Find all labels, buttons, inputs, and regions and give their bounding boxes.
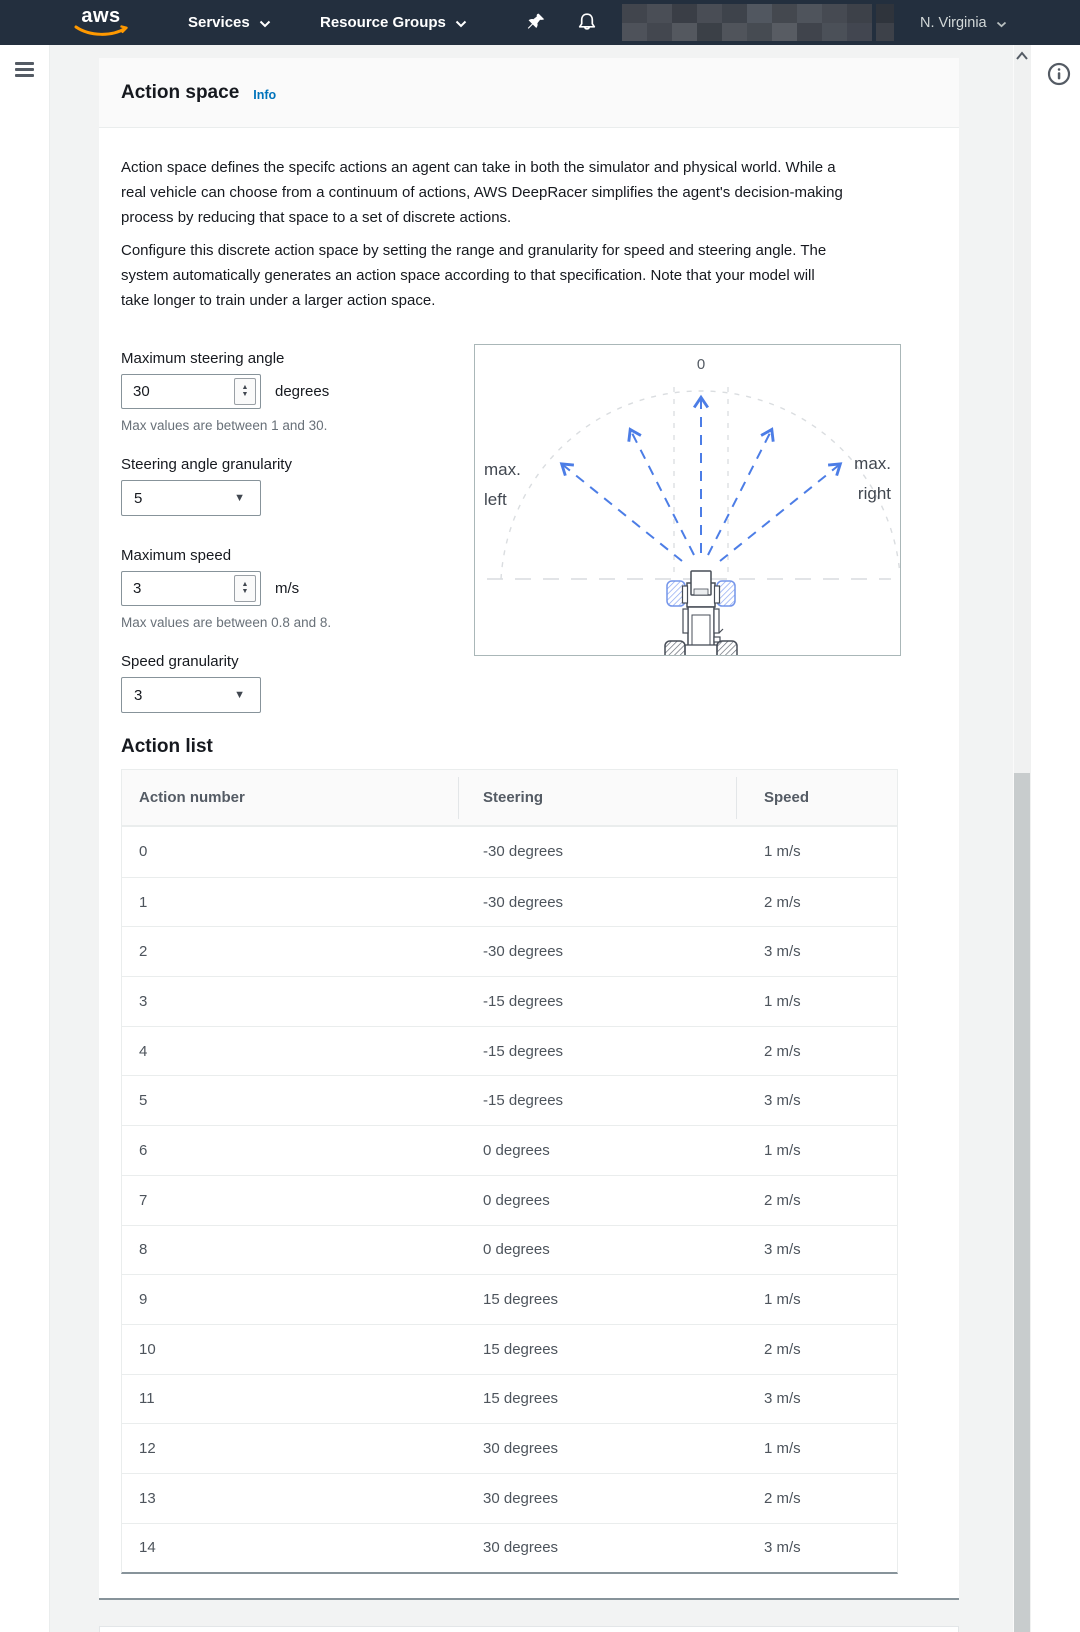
table-row bbox=[122, 877, 897, 927]
table-cell-n: 7 bbox=[139, 1191, 148, 1209]
table-row bbox=[122, 1026, 897, 1076]
table-cell-steering: 0 degrees bbox=[483, 1241, 550, 1259]
speed-granularity-value: 3 bbox=[134, 686, 143, 704]
container-header bbox=[99, 58, 959, 128]
chevron-down-icon bbox=[455, 20, 467, 28]
action-space-container bbox=[99, 58, 959, 1600]
speed-granularity-label: Speed granularity bbox=[121, 653, 239, 670]
column-header-speed: Speed bbox=[736, 770, 895, 825]
select-caret-icon: ▼ bbox=[234, 689, 245, 701]
aws-smile-swoosh-icon bbox=[73, 24, 129, 38]
censored-account-name-edge bbox=[876, 4, 894, 41]
table-cell-n: 12 bbox=[139, 1440, 156, 1458]
table-cell-speed: 3 m/s bbox=[764, 943, 801, 961]
chevron-down-icon bbox=[996, 21, 1007, 28]
diagram-max-right-label-2: right bbox=[857, 484, 891, 503]
action-table-body bbox=[122, 827, 897, 1572]
table-row bbox=[122, 827, 897, 877]
table-cell-n: 4 bbox=[139, 1042, 148, 1060]
speed-granularity-field bbox=[121, 653, 474, 713]
table-cell-n: 3 bbox=[139, 992, 148, 1010]
car-illustration bbox=[665, 571, 737, 655]
table-cell-speed: 1 m/s bbox=[764, 1440, 801, 1458]
table-cell-steering: 30 degrees bbox=[483, 1440, 559, 1458]
table-cell-n: 0 bbox=[139, 843, 148, 861]
table-cell-n: 9 bbox=[139, 1291, 148, 1309]
vertical-scrollbar-thumb[interactable] bbox=[1014, 773, 1030, 1632]
action-list-title: Action list bbox=[121, 736, 213, 757]
info-link[interactable]: Info bbox=[253, 88, 277, 102]
table-cell-speed: 2 m/s bbox=[764, 1042, 801, 1060]
speed-granularity-select[interactable] bbox=[121, 677, 261, 713]
table-cell-n: 6 bbox=[139, 1141, 148, 1159]
table-cell-steering: -15 degrees bbox=[483, 1092, 564, 1110]
page-title: Action space bbox=[121, 81, 240, 103]
table-row bbox=[122, 1523, 897, 1573]
table-cell-n: 10 bbox=[139, 1340, 156, 1358]
table-cell-steering: 15 degrees bbox=[483, 1390, 559, 1408]
aws-logo[interactable] bbox=[73, 7, 129, 39]
info-circle-icon[interactable] bbox=[1046, 61, 1072, 87]
table-row bbox=[122, 1075, 897, 1125]
table-cell-steering: 15 degrees bbox=[483, 1340, 559, 1358]
table-cell-n: 13 bbox=[139, 1489, 156, 1507]
action-list-table bbox=[121, 769, 898, 1574]
select-caret-icon: ▼ bbox=[234, 492, 245, 504]
table-cell-n: 14 bbox=[139, 1539, 156, 1557]
table-cell-steering: 30 degrees bbox=[483, 1489, 559, 1507]
steering-granularity-label: Steering angle granularity bbox=[121, 456, 292, 473]
table-cell-steering: 15 degrees bbox=[483, 1291, 559, 1309]
table-cell-speed: 1 m/s bbox=[764, 1291, 801, 1309]
table-cell-speed: 1 m/s bbox=[764, 843, 801, 861]
table-cell-n: 2 bbox=[139, 943, 148, 961]
nav-resource-groups-label: Resource Groups bbox=[320, 14, 446, 31]
next-container-peek bbox=[99, 1626, 959, 1632]
max-steering-unit: degrees bbox=[275, 383, 330, 400]
table-row bbox=[122, 976, 897, 1026]
top-navigation-bar bbox=[0, 0, 1080, 45]
steering-angle-diagram bbox=[474, 344, 901, 656]
number-stepper[interactable]: ▲ ▼ bbox=[234, 378, 256, 405]
table-cell-speed: 3 m/s bbox=[764, 1539, 801, 1557]
max-speed-field bbox=[121, 547, 474, 631]
region-selector[interactable] bbox=[920, 0, 1007, 45]
column-header-action-number: Action number bbox=[139, 789, 245, 806]
table-row bbox=[122, 1175, 897, 1225]
max-speed-hint: Max values are between 0.8 and 8. bbox=[121, 615, 332, 630]
configuration-row bbox=[121, 350, 899, 713]
table-cell-steering: -15 degrees bbox=[483, 992, 564, 1010]
table-row bbox=[122, 1324, 897, 1374]
pushpin-icon[interactable] bbox=[525, 0, 547, 45]
steering-granularity-select[interactable] bbox=[121, 480, 261, 516]
table-cell-speed: 1 m/s bbox=[764, 992, 801, 1010]
diagram-max-left-label-2: left bbox=[484, 490, 507, 509]
table-cell-steering: -30 degrees bbox=[483, 893, 564, 911]
table-cell-steering: -30 degrees bbox=[483, 843, 564, 861]
max-speed-unit: m/s bbox=[275, 580, 300, 597]
steering-granularity-value: 5 bbox=[134, 489, 143, 507]
table-row bbox=[122, 1225, 897, 1275]
diagram-zero-label: 0 bbox=[696, 356, 706, 373]
max-speed-label: Maximum speed bbox=[121, 547, 232, 564]
max-steering-label: Maximum steering angle bbox=[121, 350, 285, 367]
help-panel-rail bbox=[1031, 45, 1080, 1632]
censored-account-name[interactable] bbox=[622, 4, 872, 41]
chevron-down-icon bbox=[259, 20, 271, 28]
hamburger-menu-icon[interactable] bbox=[15, 62, 35, 80]
table-cell-steering: -30 degrees bbox=[483, 943, 564, 961]
table-cell-steering: -15 degrees bbox=[483, 1042, 564, 1060]
steering-granularity-field bbox=[121, 456, 474, 516]
table-cell-steering: 0 degrees bbox=[483, 1191, 550, 1209]
diagram-max-left-label-1: max. bbox=[484, 460, 521, 479]
column-header-steering: Steering bbox=[458, 770, 736, 825]
table-cell-speed: 2 m/s bbox=[764, 1489, 801, 1507]
table-cell-speed: 3 m/s bbox=[764, 1390, 801, 1408]
table-row bbox=[122, 1274, 897, 1324]
diagram-max-right-label-1: max. bbox=[854, 454, 891, 473]
nav-menu-resource-groups[interactable] bbox=[320, 0, 467, 45]
table-cell-n: 1 bbox=[139, 893, 148, 911]
table-row bbox=[122, 1125, 897, 1175]
table-cell-steering: 0 degrees bbox=[483, 1141, 550, 1159]
region-label: N. Virginia bbox=[920, 14, 987, 31]
table-cell-speed: 2 m/s bbox=[764, 1340, 801, 1358]
form-column bbox=[121, 350, 474, 713]
aws-logo-text: aws bbox=[81, 5, 121, 27]
max-steering-field bbox=[121, 350, 474, 434]
table-row bbox=[122, 1374, 897, 1424]
description-paragraph-1: Action space defines the specifc actions an agent can take in both the simulator and physical world. While a real vehicle can choose from a continuum of actions, AWS DeepRacer simplifies the agent's decision-making process by reducing that space to a set of discrete actions. bbox=[121, 159, 843, 226]
table-cell-steering: 30 degrees bbox=[483, 1539, 559, 1557]
table-cell-n: 5 bbox=[139, 1092, 148, 1110]
table-cell-speed: 1 m/s bbox=[764, 1141, 801, 1159]
table-row bbox=[122, 926, 897, 976]
table-row bbox=[122, 1423, 897, 1473]
table-cell-speed: 3 m/s bbox=[764, 1092, 801, 1110]
collapsed-side-navigation bbox=[0, 45, 50, 1632]
max-steering-hint: Max values are between 1 and 30. bbox=[121, 418, 328, 433]
table-header-row bbox=[122, 770, 897, 827]
scrollbar-up-arrow[interactable] bbox=[1015, 50, 1029, 62]
notification-bell-icon[interactable] bbox=[575, 0, 599, 45]
description-paragraph-2: Configure this discrete action space by setting the range and granularity for speed and steering angle. The system automatically generates an action space according to that specification. Note that your model will take longer to train under a larger action space. bbox=[121, 242, 827, 309]
container-body bbox=[99, 128, 959, 1598]
table-row bbox=[122, 1473, 897, 1523]
number-stepper[interactable]: ▲ ▼ bbox=[234, 575, 256, 602]
nav-services-label: Services bbox=[188, 14, 250, 31]
table-cell-speed: 2 m/s bbox=[764, 893, 801, 911]
steering-arrows bbox=[563, 399, 839, 561]
table-cell-speed: 2 m/s bbox=[764, 1191, 801, 1209]
nav-menu-services[interactable] bbox=[188, 0, 271, 45]
table-cell-speed: 3 m/s bbox=[764, 1241, 801, 1259]
table-cell-n: 8 bbox=[139, 1241, 148, 1259]
table-cell-n: 11 bbox=[139, 1390, 155, 1408]
